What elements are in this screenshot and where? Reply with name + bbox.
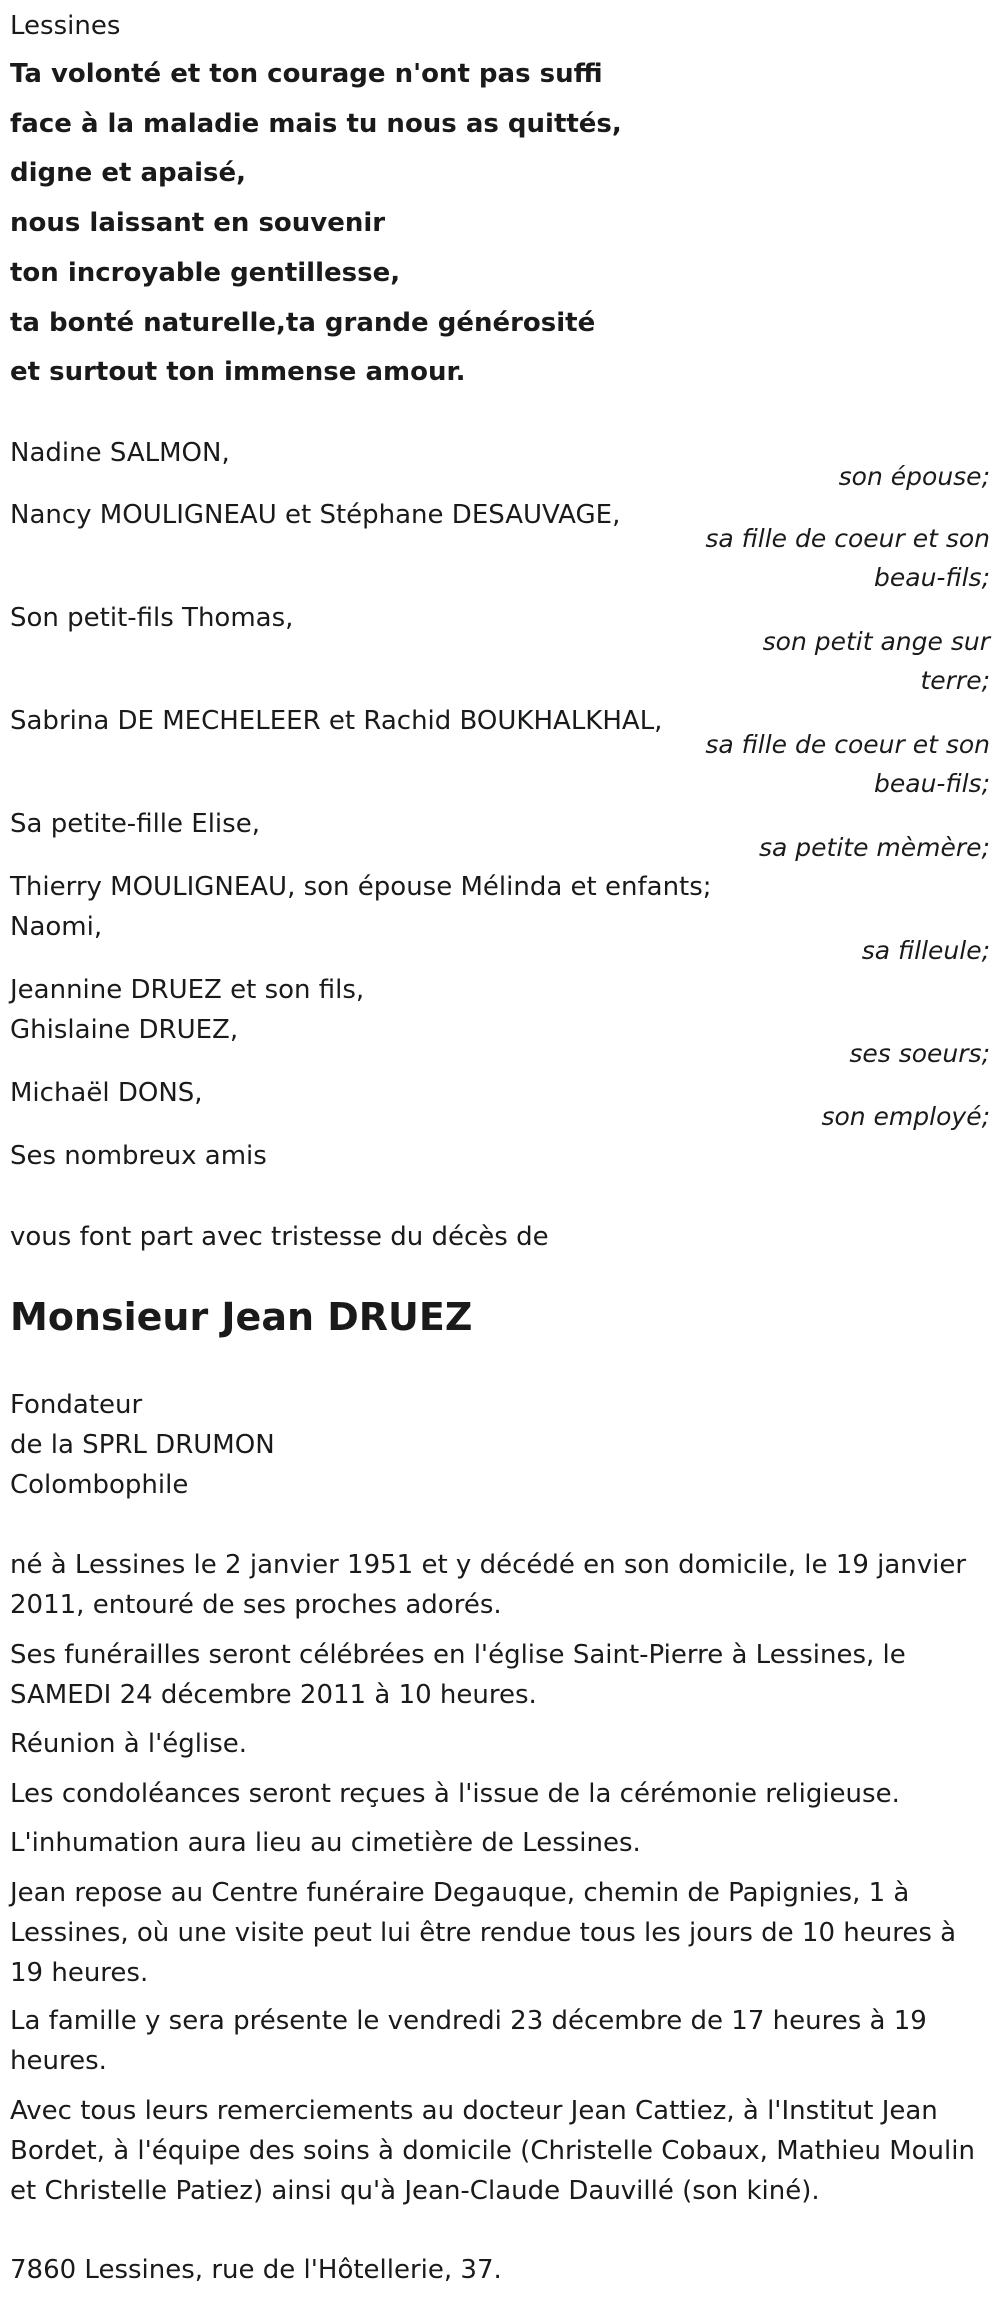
family-relation: sa petite mèmère; <box>759 833 990 862</box>
detail-paragraph: Réunion à l'église. <box>10 1729 248 1759</box>
family-name: Nadine SALMON, <box>10 438 230 468</box>
family-relation: ses soeurs; <box>849 1039 990 1068</box>
family-name: Michaël DONS, <box>10 1078 203 1108</box>
address-text: 7860 Lessines, rue de l'Hôtellerie, 37. <box>10 2255 502 2285</box>
location-text: Lessines <box>10 11 121 41</box>
family-relation: sa filleule; <box>861 936 990 965</box>
detail-paragraph: La famille y sera présente le vendredi 23 décembre de 17 heures à 19 heures. <box>10 2006 927 2076</box>
detail-paragraph: né à Lessines le 2 janvier 1951 et y décédé en son domicile, le 19 janvier 2011, entouré de ses proches adorés. <box>10 1550 967 1620</box>
detail-paragraph: Avec tous leurs remerciements au docteur Jean Cattiez, à l'Institut Jean Bordet, à l'équipe des soins à domicile (Christelle Cobaux, Mathieu Moulin et Christelle Patiez) ainsi qu'à Jean-Claude Dauvillé (son kiné). <box>10 2096 975 2206</box>
title-line: de la SPRL DRUMON <box>10 1430 275 1460</box>
family-name: Sabrina DE MECHELEER et Rachid BOUKHALKHAL, <box>10 706 663 736</box>
title-line: Fondateur <box>10 1390 143 1420</box>
poem-line: ton incroyable gentillesse, <box>10 258 401 288</box>
family-name: Nancy MOULIGNEAU et Stéphane DESAUVAGE, <box>10 500 621 530</box>
family-name: Son petit-fils Thomas, <box>10 603 294 633</box>
poem-line: nous laissant en souvenir <box>10 208 386 238</box>
family-name: Naomi, <box>10 912 103 942</box>
family-name: Ghislaine DRUEZ, <box>10 1015 239 1045</box>
family-relation: sa fille de coeur et son beau-fils; <box>705 524 990 592</box>
title-line: Colombophile <box>10 1470 189 1500</box>
poem-line: ta bonté naturelle,ta grande générosité <box>10 308 596 338</box>
poem-line: et surtout ton immense amour. <box>10 357 466 387</box>
family-name: Thierry MOULIGNEAU, son épouse Mélinda et enfants; <box>10 872 712 902</box>
family-name: Sa petite-fille Elise, <box>10 809 260 839</box>
poem-line: face à la maladie mais tu nous as quittés, <box>10 109 622 139</box>
family-relation: son épouse; <box>838 462 990 491</box>
detail-paragraph: Les condoléances seront reçues à l'issue de la cérémonie religieuse. <box>10 1779 900 1809</box>
family-name: Jeannine DRUEZ et son fils, <box>10 975 365 1005</box>
friends-text: Ses nombreux amis <box>10 1141 267 1171</box>
detail-paragraph: Jean repose au Centre funéraire Degauque, chemin de Papignies, 1 à Lessines, où une visite peut lui être rendue tous les jours de 10 heures à 19 heures. <box>10 1878 957 1988</box>
family-relation: son petit ange sur terre; <box>762 627 990 695</box>
family-relation: sa fille de coeur et son beau-fils; <box>705 730 990 798</box>
deceased-name: Monsieur Jean DRUEZ <box>10 1295 473 1339</box>
family-relation: son employé; <box>821 1102 990 1131</box>
poem-line: digne et apaisé, <box>10 158 247 188</box>
announcement-text: vous font part avec tristesse du décès de <box>10 1222 549 1252</box>
detail-paragraph: Ses funérailles seront célébrées en l'église Saint-Pierre à Lessines, le SAMEDI 24 décembre 2011 à 10 heures. <box>10 1640 906 1710</box>
poem-line: Ta volonté et ton courage n'ont pas suffi <box>10 59 603 89</box>
detail-paragraph: L'inhumation aura lieu au cimetière de Lessines. <box>10 1828 641 1858</box>
